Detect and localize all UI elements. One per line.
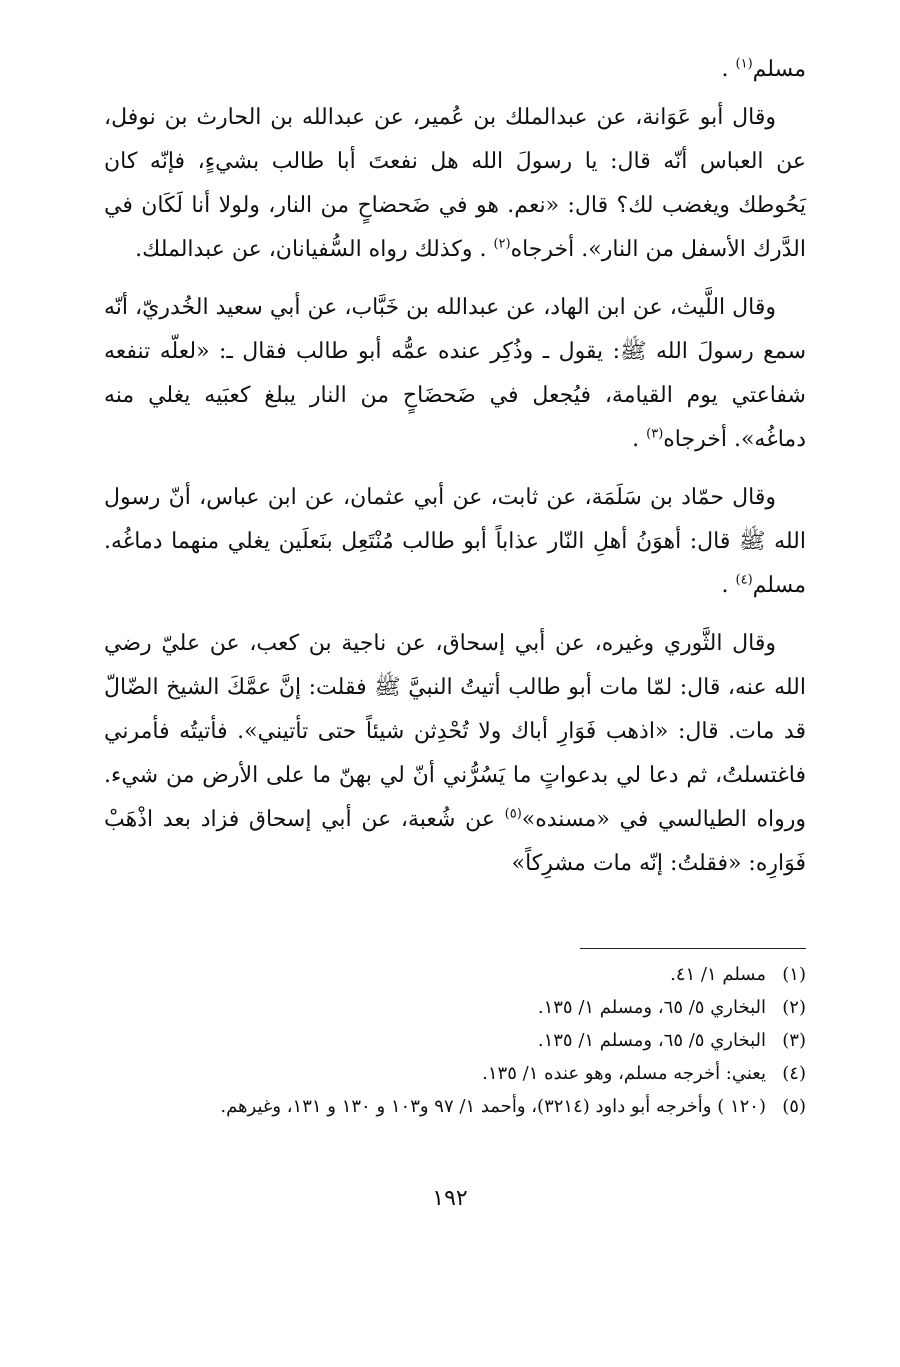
continued-text-end: . — [721, 57, 736, 82]
paragraph-text: . وكذلك رواه السُّفيانان، عن عبدالملك. — [135, 237, 494, 262]
footnote-ref[interactable]: (٣) — [646, 426, 664, 442]
footnote-item — [104, 1024, 806, 1057]
footnote-item — [104, 958, 806, 991]
paragraph — [104, 286, 806, 462]
footnote-separator — [580, 948, 806, 949]
continued-text: مسلم — [752, 57, 806, 82]
paragraph-text: عن شُعبة، عن أبي إسحاق فزاد بعد اذْهَبْ فَوَارِه: «فقلتُ: إنّه مات مشرِكاً» — [104, 807, 806, 876]
footnote-item — [104, 1057, 806, 1090]
paragraph — [104, 96, 806, 272]
paragraph-text: وقال الثَّوري وغيره، عن أبي إسحاق، عن ناجية بن كعب، عن عليّ رضي الله عنه، قال: لمّا مات أبو طالب أتيتُ النبيَّ ﷺ فقلت: إنَّ عمَّكَ الشيخ الضّالّ قد مات. قال: «اذهب فَوَارِ أباك ولا تُحْدِثن شيئاً حتى تأتيني». فأتيتُه فأمرني فاغتسلتُ، ثم دعا لي بدعواتٍ ما يَسُرُّني أنّ لي بهنّ ما على الأرض من شيء. ورواه الطيالسي في «مسنده» — [104, 631, 807, 832]
footnote-text: (١٢٠ ) وأخرجه أبو داود (٣٢١٤)، وأحمد ١/ ٩٧ و١٠٣ و ١٣٠ و ١٣١، وغيرهم. — [220, 1096, 766, 1117]
footnote-item — [104, 1090, 806, 1123]
footnote-number: (١) — [782, 964, 806, 985]
footnotes — [104, 958, 806, 1123]
paragraph — [104, 476, 806, 608]
footnote-text: مسلم ١/ ٤١. — [670, 964, 766, 985]
footnote-number: (٣) — [782, 1030, 806, 1051]
footnote-ref[interactable]: (٢) — [493, 236, 511, 252]
footnote-text: البخاري ٥/ ٦٥، ومسلم ١/ ١٣٥. — [537, 1030, 766, 1051]
footnote-ref[interactable]: (٥) — [504, 806, 522, 822]
footnote-number: (٢) — [782, 997, 806, 1018]
paragraph-text: . — [721, 573, 736, 598]
footnote-number: (٤) — [782, 1063, 806, 1084]
footnote-text: البخاري ٥/ ٦٥، ومسلم ١/ ١٣٥. — [537, 997, 766, 1018]
paragraph — [104, 622, 806, 886]
page-number: ١٩٢ — [432, 1186, 468, 1211]
continued-line — [104, 48, 806, 92]
footnote-number: (٥) — [782, 1096, 806, 1117]
footnote-ref[interactable]: (٤) — [735, 572, 753, 588]
paragraph-text: . — [632, 427, 647, 452]
footnote-item — [104, 991, 806, 1024]
paragraph-text: وقال اللَّيث، عن ابن الهاد، عن عبدالله بن خَبَّاب، عن أبي سعيد الخُدريّ، أنّه سمع رسولَ الله ﷺ: يقول ـ وذُكِر عنده عمُّه أبو طالب فقال ـ: «لعلّه تنفعه شفاعتي يوم القيامة، فيُجعل في ضَحضَاحٍ من النار يبلغ كعبَيه يغلي منه دماغُه». أخرجاه — [104, 295, 806, 452]
paragraph-text: وقال أبو عَوَانة، عن عبدالملك بن عُمير، عن عبدالله بن الحارث بن نوفل، عن العباس أنّه قال: يا رسولَ الله هل نفعتَ أبا طالب بشيءٍ، فإنّه كان يَحُوطك ويغضب لك؟ قال: «نعم. هو في ضَحضاحٍ من النار، ولولا أنا لَكَان في الدَّرك الأسفل من النار». أخرجاه — [104, 105, 806, 262]
main-text — [104, 48, 806, 900]
footnote-ref[interactable]: (١) — [735, 56, 753, 72]
paragraph-text: وقال حمّاد بن سَلَمَة، عن ثابت، عن أبي عثمان، عن ابن عباس، أنّ رسول الله ﷺ قال: أهوَنُ أهلِ النّار عذاباً أبو طالب مُنْتَعِل بنَعلَين يغلي منهما دماغُه. مسلم — [104, 485, 806, 598]
footnote-text: يعني: أخرجه مسلم، وهو عنده ١/ ١٣٥. — [482, 1063, 766, 1084]
